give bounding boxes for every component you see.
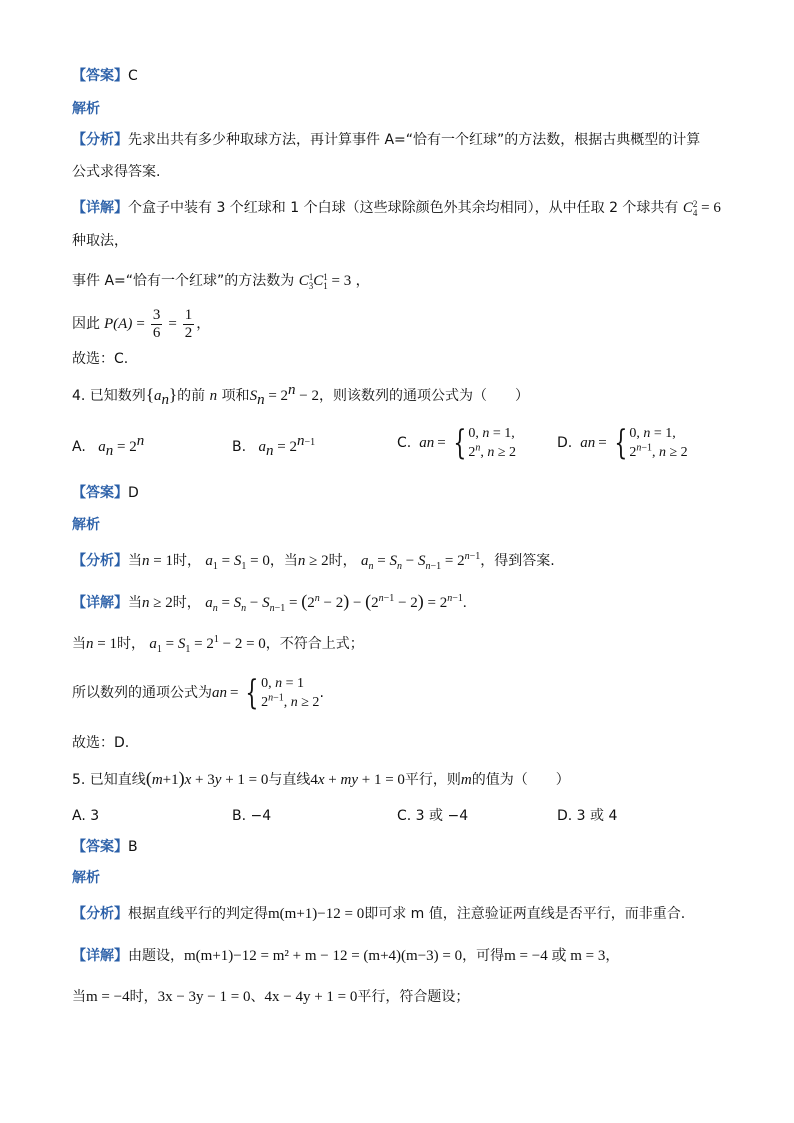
- fenxi-label: 【分析】: [72, 553, 128, 569]
- q4-stem-suffix: ，则该数列的通项公式为（ ）: [319, 388, 529, 404]
- q3-probability: P(A): [104, 316, 133, 332]
- q5-detail-result: m = −4 或 m = 3: [504, 948, 606, 964]
- q4-analysis-heading: [72, 515, 100, 535]
- q5-option-a[interactable]: [72, 806, 99, 826]
- answer-label: 【答案】: [72, 68, 128, 84]
- q5-detail-math: m(m+1)−12 = m² + m − 12 = (m+4)(m−3) = 0: [184, 948, 463, 964]
- q3-detail-line1: [72, 198, 721, 218]
- answer-label: 【答案】: [72, 839, 128, 855]
- analysis-label: 解析: [72, 870, 100, 886]
- q4-answer-line: [72, 483, 139, 503]
- q4-answer-value: D: [128, 485, 139, 501]
- q4-option-c-label: C.: [397, 435, 412, 451]
- q3-analysis-heading: [72, 99, 100, 119]
- q4-fenxi-t1: 当: [128, 553, 142, 569]
- q3-fenxi-text1: 先求出共有多少种取球方法，再计算事件 A=“恰有一个红球”的方法数，根据古典概型的计算: [128, 132, 701, 148]
- q5-answer-value: B: [128, 839, 138, 855]
- q5-fenxi: [72, 904, 685, 924]
- q4-n1-t3: ，不符合上式；: [265, 636, 364, 652]
- q3-detail-prefix4: 因此: [72, 316, 100, 332]
- q4-n1-t2: 时，: [116, 636, 145, 652]
- q5-fenxi-suffix: 即可求 m 值，注意验证两直线是否平行，而非重合.: [364, 906, 686, 922]
- q4-conclusion-text: 故选：D.: [72, 735, 130, 751]
- q5-option-d-label: D. 3 或 4: [557, 808, 618, 824]
- q4-formula-prefix: 所以数列的通项公式为: [72, 685, 212, 701]
- q3-detail-text2: 种取法，: [72, 233, 128, 249]
- q5-option-a-label: A. 3: [72, 808, 100, 824]
- q4-stem-prefix: 4. 已知数列: [72, 388, 146, 404]
- q5-last-eq2: 4x − 4y + 1 = 0: [264, 989, 358, 1005]
- q5-last-cond: m = −4: [86, 989, 130, 1005]
- q3-combination-total: C 2 4 = 6: [682, 198, 721, 218]
- q4-fenxi-t2: 时，: [172, 553, 201, 569]
- q4-option-a-label: A.: [72, 439, 86, 455]
- q4-fenxi-t5: ，得到答案.: [480, 553, 555, 569]
- q3-detail-line3: [72, 271, 370, 291]
- q5-detail: [72, 946, 619, 966]
- q3-detail-line2: [72, 231, 128, 251]
- q4-option-a[interactable]: A. $a_n = 2^n$: [72, 433, 145, 459]
- q5-option-d[interactable]: [557, 806, 617, 826]
- q5-detail-end: ，: [605, 948, 620, 964]
- q4-formula-line: 所以数列的通项公式为 a n = { 0, n = 1 $2^{n-1}$, n ≥ 2 .: [72, 673, 324, 713]
- q5-last-line: [72, 987, 469, 1007]
- q5-option-b-label: B. −4: [232, 808, 272, 824]
- q3-fenxi-text2: 公式求得答案.: [72, 164, 161, 180]
- xiangjie-label: 【详解】: [72, 595, 128, 611]
- q4-fenxi-t4: 时，: [328, 553, 357, 569]
- q5-fenxi-math: m(m+1)−12 = 0: [268, 906, 365, 922]
- answer-label: 【答案】: [72, 485, 128, 501]
- q3-detail-text3: 事件 A=“恰有一个红球”的方法数为: [72, 273, 295, 289]
- q5-detail-prefix: 由题设，: [128, 948, 184, 964]
- q5-stem-prefix: 5. 已知直线: [72, 772, 146, 788]
- q4-stem-mid1: 的前: [177, 388, 206, 404]
- xiangjie-label: 【详解】: [72, 948, 128, 964]
- q4-detail: 【详解】当n ≥ 2时， $a_n = S_n - S_{n-1} = (2^n - 2) - (2^{n-1} - 2) = 2^{n-1}$.: [72, 591, 467, 614]
- q5-option-c-label: C. 3 或 −4: [397, 808, 469, 824]
- q5-last-prefix: 当: [72, 989, 86, 1005]
- q4-stem-mid2: 项和: [221, 388, 250, 404]
- q3-detail-line4: 因此 P(A) = $\frac{3}{6}$ = $\frac{1}{2}$ ，: [72, 306, 211, 341]
- q4-stem: 4. 已知数列$\{a_n\}$的前 n 项和$S_n = 2^n - 2$，则该数列的通项公式为（ ）: [72, 382, 529, 408]
- fraction-three-sixths: $\frac{3}{6}$: [152, 306, 161, 341]
- q5-stem-suffix: 的值为（ ）: [471, 772, 570, 788]
- q4-detail-t1: 当: [128, 595, 142, 611]
- q4-option-d[interactable]: D. a n = { 0, n = 1, $2^{n-1}$, n ≥ 2: [557, 423, 688, 463]
- q4-detail-n1: 当n = 1时， $a_1 = S_1 = 2^1 - 2 = 0$，不符合上式；: [72, 634, 364, 655]
- q5-analysis-heading: [72, 868, 100, 888]
- q4-option-b-label: B.: [232, 439, 247, 455]
- q4-n1-t1: 当: [72, 636, 86, 652]
- q3-conclusion-text: 故选：C.: [72, 351, 129, 367]
- fenxi-label: 【分析】: [72, 906, 128, 922]
- analysis-label: 解析: [72, 517, 100, 533]
- q3-conclusion: [72, 349, 128, 369]
- q4-option-d-label: D.: [557, 435, 573, 451]
- q5-option-c[interactable]: [397, 806, 468, 826]
- q5-last-mid: 时，: [129, 989, 158, 1005]
- q3-combination-red: C 1 3 C 1 1 = 3: [298, 271, 352, 291]
- q5-last-sep: 、: [250, 989, 265, 1005]
- q4-conclusion: [72, 733, 129, 753]
- q5-last-eq1: 3x − 3y − 1 = 0: [157, 989, 251, 1005]
- q5-answer-line: [72, 837, 138, 857]
- xiangjie-label: 【详解】: [72, 200, 128, 216]
- q3-fenxi-line2: [72, 162, 160, 182]
- q3-detail-text1: 个盒子中装有 3 个红球和 1 个白球（这些球除颜色外其余均相同），从中任取 2 个球共有: [128, 200, 679, 216]
- q5-last-suffix: 平行，符合题设；: [357, 989, 470, 1005]
- q5-stem-mid2: 平行，则: [404, 772, 461, 788]
- q5-stem-mid: 与直线: [268, 772, 311, 788]
- q4-fenxi: 【分析】当n = 1时， $a_1 = S_1 = 0$，当n ≥ 2时， $a_n = S_n - S_{n-1} = 2^{n-1}$，得到答案.: [72, 551, 555, 572]
- q4-option-b[interactable]: B. $a_n = 2^{n-1}$: [232, 433, 316, 459]
- q3-answer-value: C: [128, 68, 138, 84]
- fraction-one-half: $\frac{1}{2}$: [184, 306, 193, 341]
- fenxi-label: 【分析】: [72, 132, 128, 148]
- analysis-label: 解析: [72, 101, 100, 117]
- q4-option-c[interactable]: C. a n = { 0, n = 1, 2$^n$, n ≥ 2: [397, 423, 517, 463]
- q3-detail-end: ，: [355, 273, 370, 289]
- q3-fenxi-line1: [72, 130, 700, 150]
- q5-detail-mid: ，可得: [462, 948, 505, 964]
- q4-detail-t2: 时，: [172, 595, 201, 611]
- q5-fenxi-prefix: 根据直线平行的判定得: [128, 906, 268, 922]
- q3-answer-line: [72, 66, 138, 86]
- q5-option-b[interactable]: [232, 806, 271, 826]
- q5-stem: 5. 已知直线(m+1)x + 3y + 1 = 0与直线4x + my + 1 = 0平行，则m的值为（ ）: [72, 768, 570, 788]
- q4-fenxi-t3: ，当: [269, 553, 298, 569]
